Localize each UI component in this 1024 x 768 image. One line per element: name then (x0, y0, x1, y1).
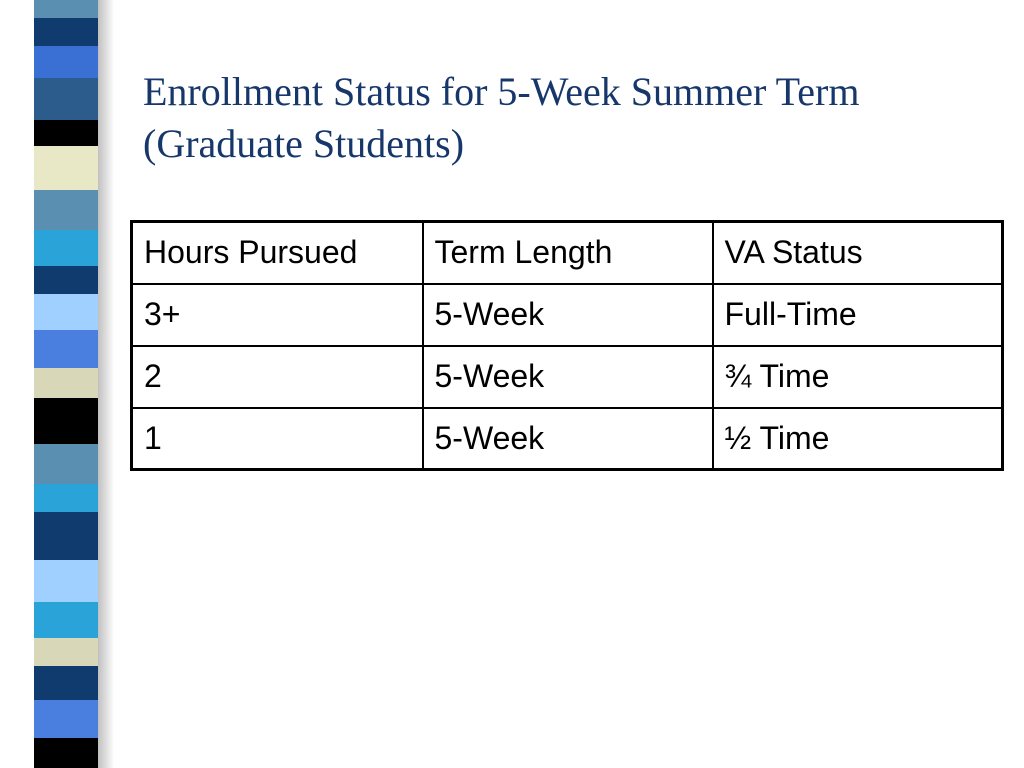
table-cell-va-status: ¾ Time (713, 346, 1003, 408)
stripe-band (34, 78, 98, 120)
table-cell-hours: 2 (132, 346, 423, 408)
stripe-band (34, 266, 98, 294)
slide-title (143, 66, 1003, 170)
stripe-band (34, 700, 98, 738)
table-cell-hours: 3+ (132, 284, 423, 346)
stripe-band (34, 146, 98, 190)
table-header-row (132, 222, 1003, 284)
header-hours-pursued: Hours Pursued (132, 222, 423, 284)
slide-title-line-1: Enrollment Status for 5-Week Summer Term (143, 69, 860, 114)
stripe-band (34, 512, 98, 560)
stripe-band (34, 0, 98, 18)
stripe-band (34, 484, 98, 512)
table-cell-term-length: 5-Week (423, 408, 713, 470)
stripe-band (34, 666, 98, 700)
stripe-shadow (96, 0, 114, 768)
table-cell-va-status: ½ Time (713, 408, 1003, 470)
stripe-band (34, 638, 98, 666)
stripe-band (34, 444, 98, 484)
stripe-band (34, 330, 98, 368)
stripe-band (34, 190, 98, 230)
table-cell-term-length: 5-Week (423, 346, 713, 408)
stripe-band (34, 120, 98, 146)
table-row (132, 408, 1003, 470)
stripe-band (34, 294, 98, 330)
stripe-band (34, 398, 98, 444)
enrollment-status-table (130, 220, 1004, 471)
table-cell-hours: 1 (132, 408, 423, 470)
table-row (132, 346, 1003, 408)
slide-title-line-2: (Graduate Students) (143, 121, 465, 166)
table-row (132, 284, 1003, 346)
stripe-band (34, 560, 98, 602)
stripe-band (34, 602, 98, 638)
stripe-band (34, 230, 98, 266)
stripe-band (34, 18, 98, 46)
stripe-band (34, 46, 98, 78)
stripe-band (34, 738, 98, 768)
table-cell-term-length: 5-Week (423, 284, 713, 346)
header-va-status: VA Status (713, 222, 1003, 284)
decorative-stripe-bar (0, 0, 118, 768)
enrollment-table-container (130, 220, 1004, 471)
stripe-strip (34, 0, 98, 768)
table-cell-va-status: Full-Time (713, 284, 1003, 346)
header-term-length: Term Length (423, 222, 713, 284)
stripe-band (34, 368, 98, 398)
